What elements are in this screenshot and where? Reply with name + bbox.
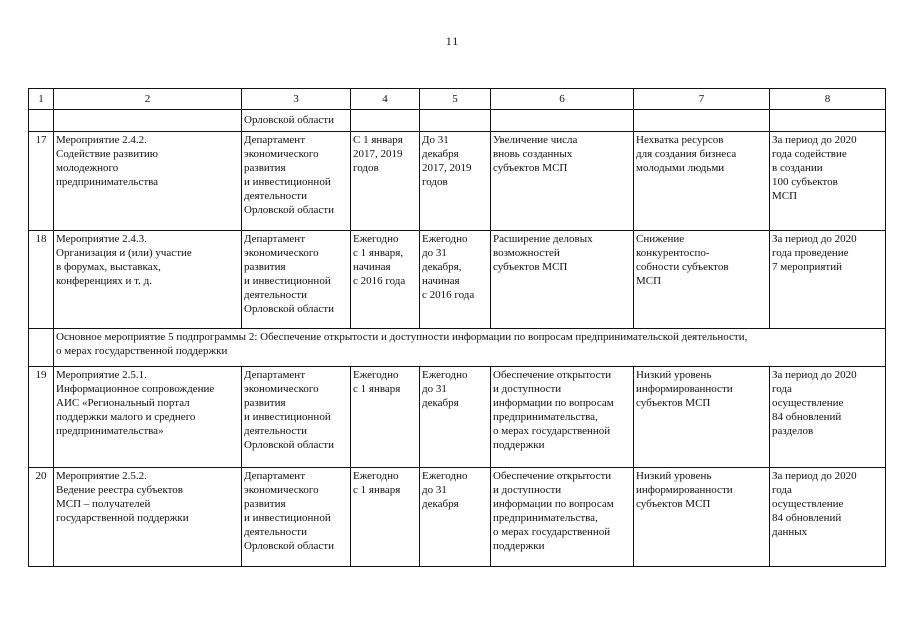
end-date: Ежегодно до 31 декабря: [420, 468, 491, 567]
start-date: С 1 января 2017, 2019 годов: [351, 132, 420, 231]
section-row: [29, 329, 886, 367]
row-number: 18: [29, 231, 54, 329]
event-name: Мероприятие 2.4.3. Организация и (или) участие в форумах, выставках, конференциях и т. д.: [54, 231, 242, 329]
section-title: Основное мероприятие 5 подпрограммы 2: Обеспечение открытости и доступности информации по вопросам предпринимательской деятельности, о мерах государственной поддержки: [54, 329, 886, 367]
consequence: Низкий уровень информированности субъектов МСП: [634, 468, 770, 567]
continuation-row: [29, 110, 886, 132]
table-row: [29, 132, 886, 231]
header-cell-4: 4: [351, 89, 420, 110]
consequence: Снижение конкурентоспо- собности субъектов МСП: [634, 231, 770, 329]
start-date: Ежегодно с 1 января, начиная с 2016 года: [351, 231, 420, 329]
executor: Департамент экономического развития и инвестиционной деятельности Орловской области: [242, 231, 351, 329]
expected-result: Расширение деловых возможностей субъектов МСП: [491, 231, 634, 329]
table-row: [29, 231, 886, 329]
header-cell-7: 7: [634, 89, 770, 110]
executor: Департамент экономического развития и инвестиционной деятельности Орловской области: [242, 132, 351, 231]
event-name: Мероприятие 2.5.1. Информационное сопровождение АИС «Региональный портал поддержки малого и среднего предпринимательства»: [54, 367, 242, 468]
end-date: Ежегодно до 31 декабря: [420, 367, 491, 468]
header-cell-8: 8: [770, 89, 886, 110]
header-cell-5: 5: [420, 89, 491, 110]
indicator: За период до 2020 года осуществление 84 обновлений разделов: [770, 367, 886, 468]
measures-table: [28, 88, 886, 567]
end-date: До 31 декабря 2017, 2019 годов: [420, 132, 491, 231]
executor: Департамент экономического развития и инвестиционной деятельности Орловской области: [242, 468, 351, 567]
header-cell-6: 6: [491, 89, 634, 110]
row-number: 17: [29, 132, 54, 231]
rows-group-b: [29, 367, 886, 567]
executor: Департамент экономического развития и инвестиционной деятельности Орловской области: [242, 367, 351, 468]
indicator: За период до 2020 года содействие в создании 100 субъектов МСП: [770, 132, 886, 231]
start-date: Ежегодно с 1 января: [351, 367, 420, 468]
table-row: [29, 367, 886, 468]
expected-result: Обеспечение открытости и доступности информации по вопросам предпринимательства, о мерах государственной поддержки: [491, 367, 634, 468]
row-number: 20: [29, 468, 54, 567]
continuation-executor: Орловской области: [242, 110, 351, 132]
row-number: 19: [29, 367, 54, 468]
start-date: Ежегодно с 1 января: [351, 468, 420, 567]
event-name: Мероприятие 2.5.2. Ведение реестра субъектов МСП – получателей государственной поддержки: [54, 468, 242, 567]
header-cell-2: 2: [54, 89, 242, 110]
expected-result: Обеспечение открытости и доступности информации по вопросам предпринимательства, о мерах государственной поддержки: [491, 468, 634, 567]
rows-group-a: [29, 132, 886, 329]
event-name: Мероприятие 2.4.2. Содействие развитию молодежного предпринимательства: [54, 132, 242, 231]
table-row: [29, 468, 886, 567]
expected-result: Увеличение числа вновь созданных субъектов МСП: [491, 132, 634, 231]
consequence: Низкий уровень информированности субъектов МСП: [634, 367, 770, 468]
header-row: [29, 89, 886, 110]
end-date: Ежегодно до 31 декабря, начиная с 2016 года: [420, 231, 491, 329]
consequence: Нехватка ресурсов для создания бизнеса молодыми людьми: [634, 132, 770, 231]
indicator: За период до 2020 года проведение 7 мероприятий: [770, 231, 886, 329]
header-cell-3: 3: [242, 89, 351, 110]
indicator: За период до 2020 года осуществление 84 обновлений данных: [770, 468, 886, 567]
page-number: 11: [445, 34, 460, 48]
header-cell-1: 1: [29, 89, 54, 110]
